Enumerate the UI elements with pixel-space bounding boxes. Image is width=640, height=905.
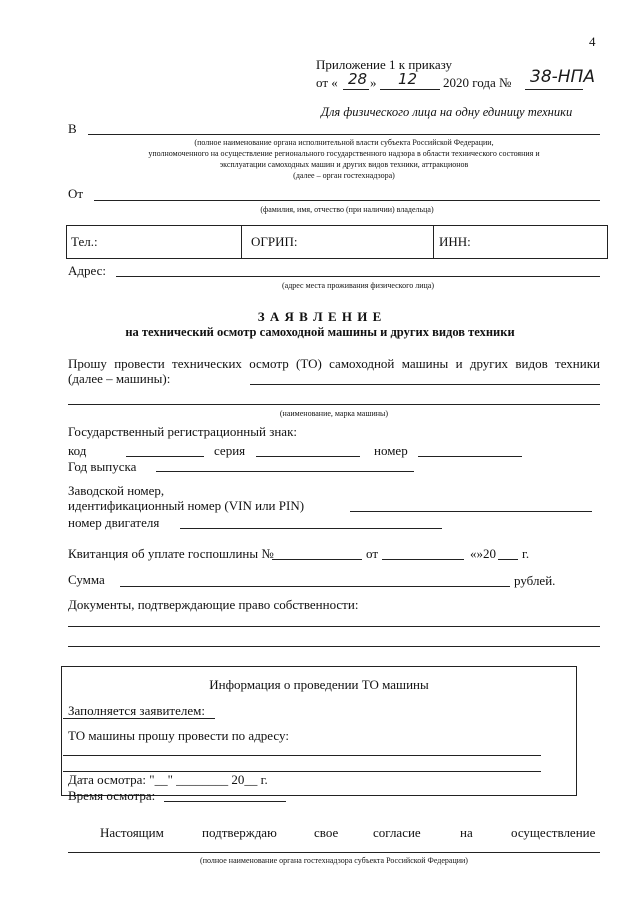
- receipt-date-quote: «»20: [470, 546, 496, 561]
- registration-heading: Государственный регистрационный знак:: [68, 424, 297, 439]
- recipient-caption-2: уполномоченного на осуществление регионального государственного надзора в области технического состояния и: [148, 149, 540, 158]
- consent-authority-line[interactable]: [68, 852, 600, 853]
- sum-label: Сумма: [68, 572, 105, 587]
- year-line[interactable]: [156, 471, 414, 472]
- recipient-caption-1: (полное наименование органа исполнительной власти субъекта Российской Федерации,: [194, 138, 494, 147]
- machine-line-1[interactable]: [250, 384, 600, 385]
- order-close-quote: »: [370, 75, 377, 90]
- recipient-label: В: [68, 121, 77, 136]
- phone-field[interactable]: Тел.:: [71, 234, 98, 249]
- inspection-address-line-1[interactable]: [63, 755, 541, 756]
- sender-caption: (фамилия, имя, отчество (при наличии) владельца): [260, 205, 434, 214]
- sender-line: [94, 200, 600, 201]
- order-year-text: 2020 года №: [443, 75, 512, 90]
- engine-number-line[interactable]: [180, 528, 442, 529]
- inspection-date-field[interactable]: Дата осмотра: "__" ________ 20__ г.: [68, 772, 268, 787]
- machine-caption: (наименование, марка машины): [279, 409, 389, 418]
- applicant-type-note: Для физического лица на одну единицу техники: [321, 105, 573, 119]
- receipt-date-line[interactable]: [382, 559, 464, 560]
- address-line[interactable]: [116, 276, 600, 277]
- document-subtitle: на технический осмотр самоходной машины и других видов техники: [125, 325, 515, 339]
- series-line[interactable]: [256, 456, 360, 457]
- engine-number-label: номер двигателя: [68, 515, 160, 530]
- consent-word-5: на: [460, 825, 473, 840]
- vin-line[interactable]: [350, 511, 592, 512]
- code-label: код: [68, 443, 87, 458]
- receipt-year-line[interactable]: [498, 559, 518, 560]
- machine-line-2[interactable]: [68, 404, 600, 405]
- inspection-info-title: Информация о проведении ТО машины: [209, 677, 429, 692]
- recipient-caption-3: эксплуатации самоходных машин и других видов техники, аттракционов: [219, 160, 469, 169]
- number-line[interactable]: [418, 456, 522, 457]
- documents-line-1[interactable]: [68, 626, 600, 627]
- filled-by-underline: [63, 718, 215, 719]
- documents-label: Документы, подтверждающие право собственности:: [68, 597, 359, 612]
- contacts-divider-2: [433, 225, 434, 259]
- address-label: Адрес:: [68, 263, 106, 278]
- ogrip-field[interactable]: ОГРИП:: [251, 234, 298, 249]
- order-day-handwritten: 28: [348, 70, 368, 88]
- inspection-time-label: Время осмотра:: [68, 788, 156, 803]
- number-label: номер: [374, 443, 408, 458]
- inspection-time-line[interactable]: [164, 801, 286, 802]
- year-label: Год выпуска: [68, 459, 137, 474]
- inn-field[interactable]: ИНН:: [439, 234, 471, 249]
- receipt-year-suffix: г.: [522, 546, 530, 561]
- page-number: 4: [589, 34, 596, 49]
- consent-word-6: осуществление: [511, 825, 596, 840]
- consent-authority-caption: (полное наименование органа гостехнадзора субъекта Российской Федерации): [200, 856, 468, 865]
- documents-line-2[interactable]: [68, 646, 600, 647]
- consent-word-2: подтверждаю: [202, 825, 277, 840]
- contacts-divider-1: [241, 225, 242, 259]
- recipient-caption-4: (далее – орган гостехнадзора): [293, 171, 395, 180]
- factory-number-label: Заводской номер,: [68, 483, 165, 498]
- receipt-number-line[interactable]: [272, 559, 362, 560]
- request-text-line-1: Прошу провести технических осмотр (ТО) самоходной машины и других видов техники: [68, 356, 600, 371]
- consent-word-4: согласие: [373, 825, 421, 840]
- consent-word-3: свое: [314, 825, 339, 840]
- consent-word-1: Настоящим: [100, 825, 164, 840]
- order-day-underline: [343, 89, 369, 90]
- series-label: серия: [214, 443, 246, 458]
- contacts-table: [66, 225, 608, 259]
- address-caption: (адрес места проживания физического лица): [281, 281, 434, 290]
- request-text-line-2: (далее – машины):: [68, 371, 171, 386]
- order-number-handwritten: 38-НПА: [530, 67, 595, 87]
- rubles-label: рублей.: [514, 573, 556, 588]
- recipient-line: [88, 134, 600, 135]
- sum-line[interactable]: [120, 586, 510, 587]
- receipt-label: Квитанция об уплате госпошлины №: [68, 546, 274, 561]
- document-title: З А Я В Л Е Н И Е: [257, 309, 383, 324]
- order-month-underline: [380, 89, 440, 90]
- order-number-underline: [525, 89, 583, 90]
- vin-label: идентификационный номер (VIN или PIN): [68, 498, 305, 513]
- filled-by-applicant-label: Заполняется заявителем:: [68, 703, 205, 718]
- appendix-title: Приложение 1 к приказу: [316, 57, 453, 72]
- order-from-label: от «: [316, 75, 338, 90]
- receipt-from-label: от: [366, 546, 379, 561]
- code-line[interactable]: [126, 456, 204, 457]
- inspection-address-label: ТО машины прошу провести по адресу:: [68, 728, 289, 743]
- order-month-handwritten: 12: [398, 70, 418, 88]
- sender-label: От: [68, 186, 84, 201]
